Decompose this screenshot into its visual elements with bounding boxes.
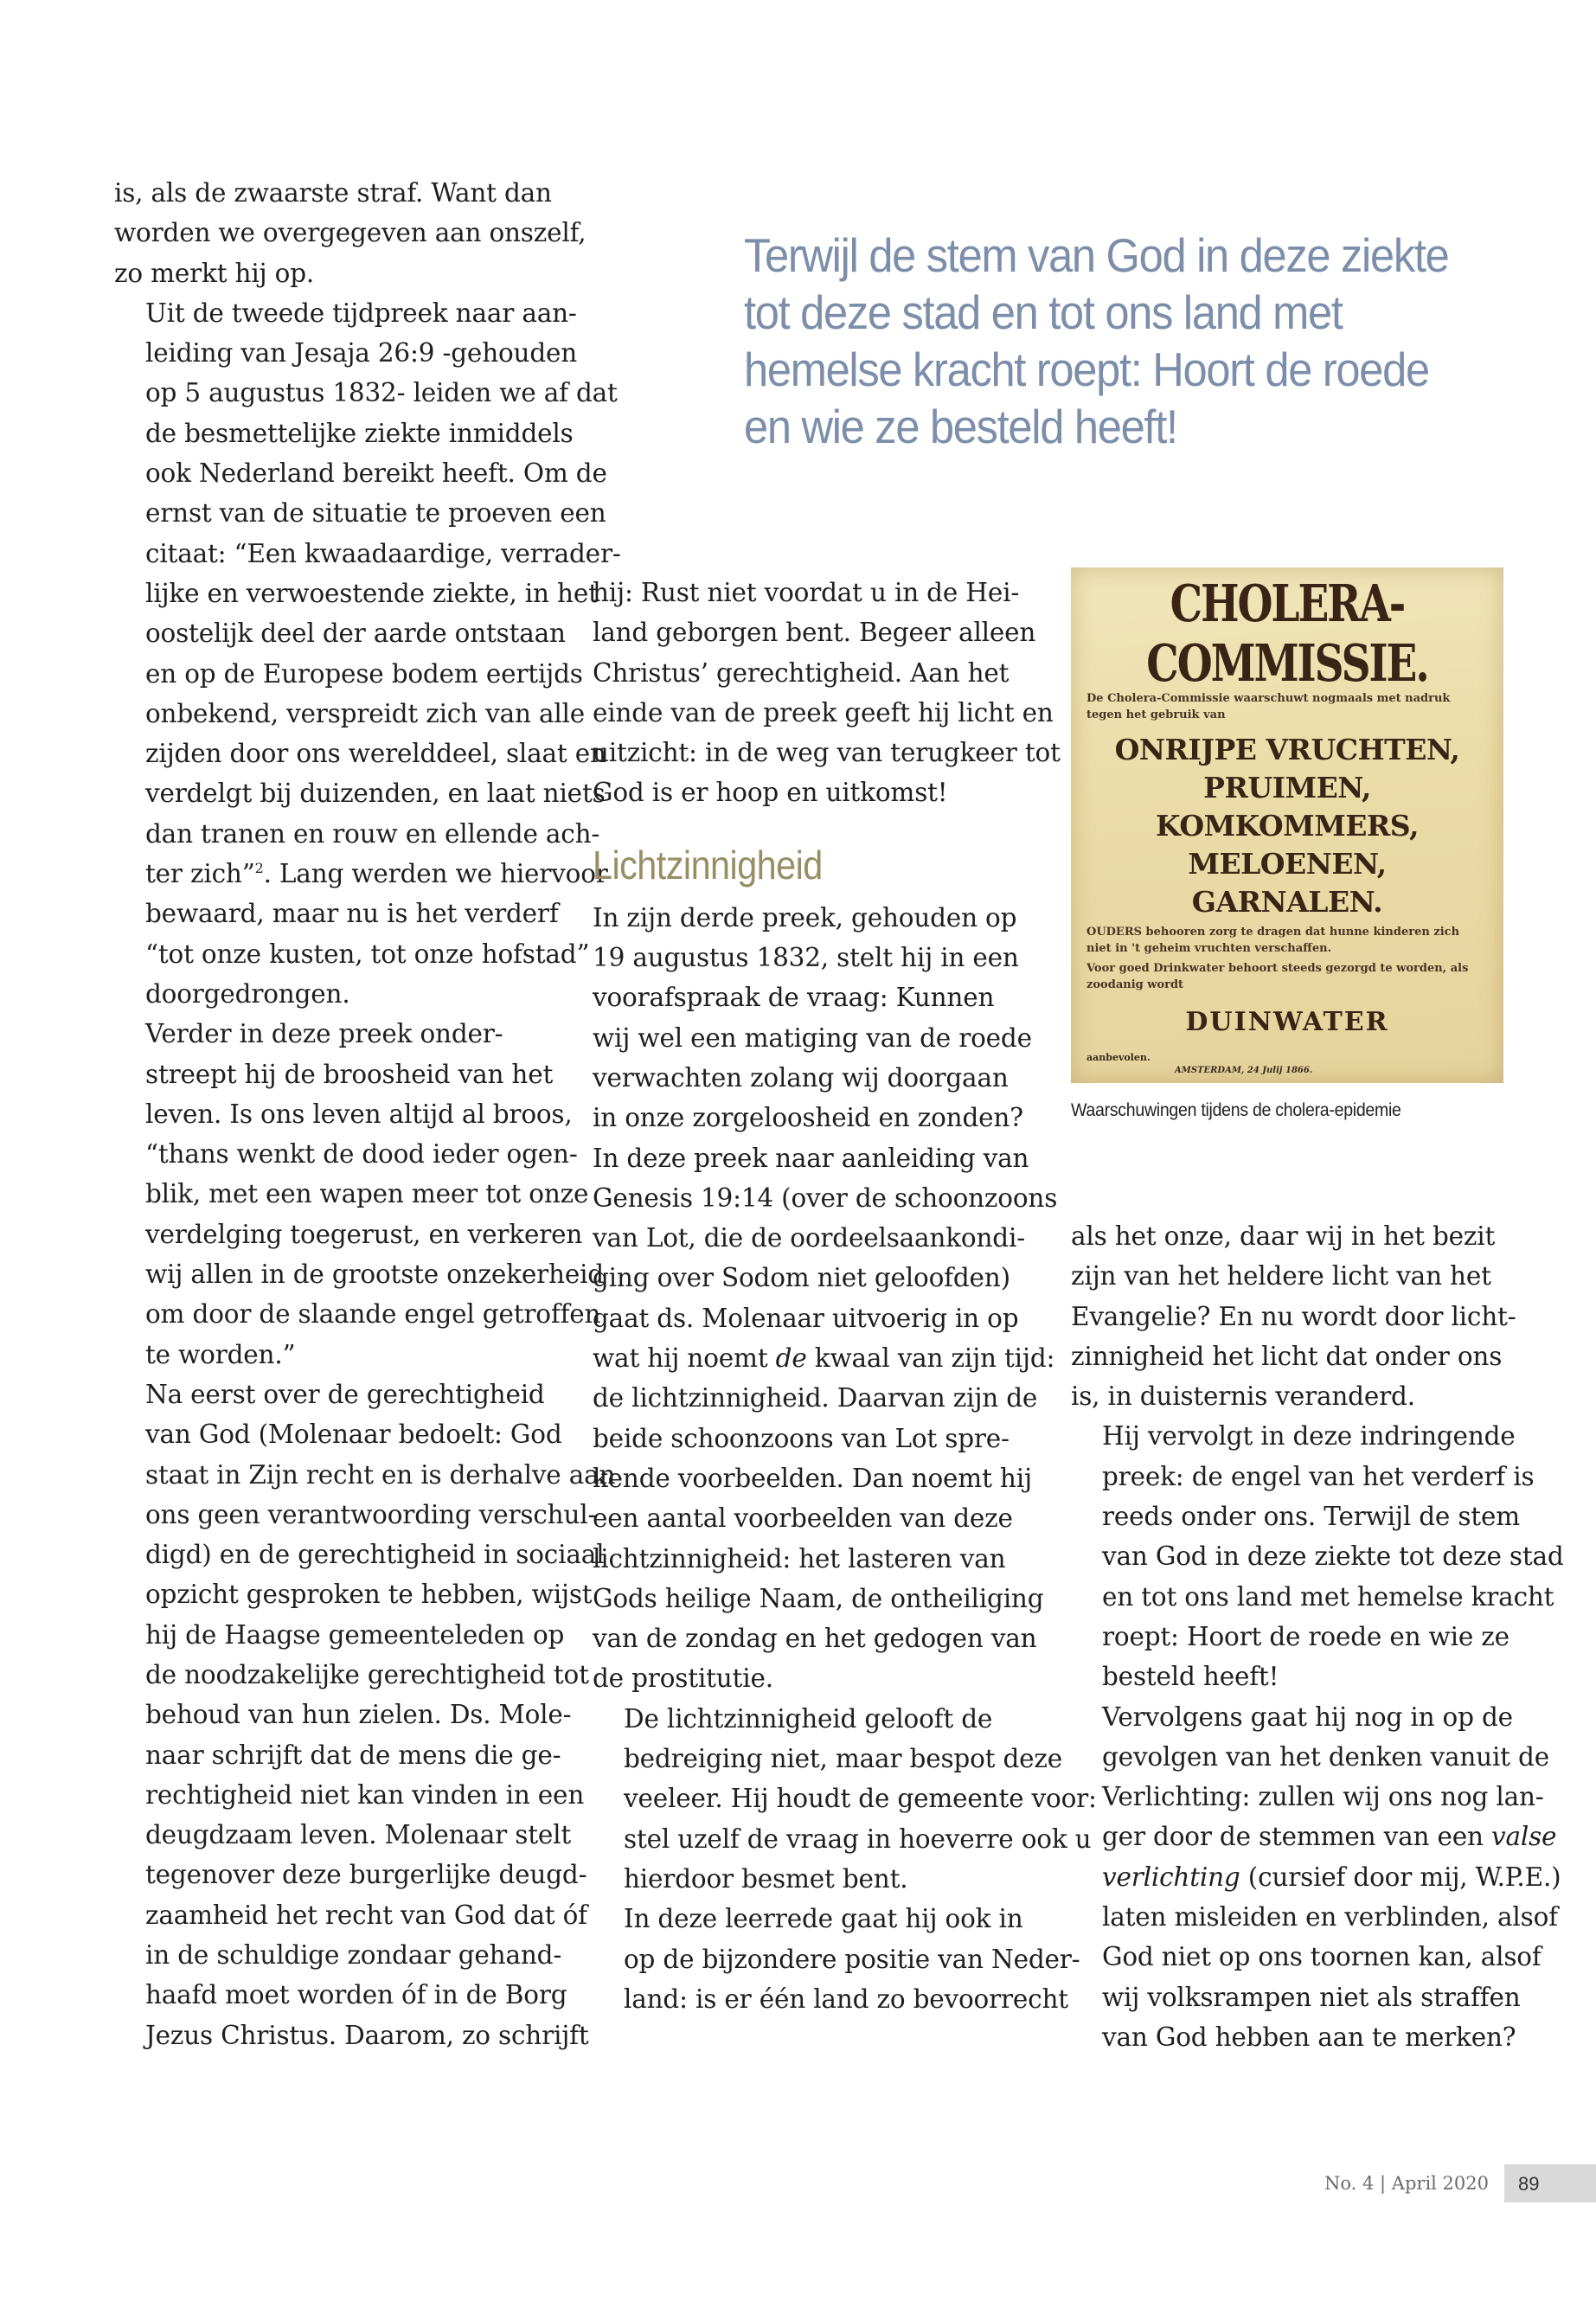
pull-quote-line: en wie ze besteld heeft!: [744, 400, 1177, 453]
poster-drinkwater: Voor goed Drinkwater behoort steeds gezorgd te worden, als zoodanig wordt: [1086, 962, 1469, 991]
emphasis: de: [775, 1343, 807, 1374]
text-line: streept hij de broosheid van het: [145, 1059, 554, 1089]
text-line: zaamheid het recht van God dat óf: [145, 1900, 587, 1930]
text-line: gevolgen van het denken vanuit de: [1102, 1741, 1549, 1772]
text-line: Verlichting: zullen wij ons nog lan-: [1102, 1782, 1544, 1812]
text-fragment: . Lang werden we hiervoor: [263, 859, 608, 889]
text-line: preek: de engel van het verderf is: [1102, 1461, 1535, 1491]
text-line: behoud van hun zielen. Ds. Mole-: [145, 1700, 572, 1730]
poster-ouders: OUDERS behooren zorg te dragen dat hunne kinderen zich niet in 't geheim vruchten verschaffen.: [1086, 926, 1460, 955]
text-line: hij de Haagse gemeenteleden op: [145, 1619, 565, 1650]
emphasis: verlichting: [1102, 1862, 1240, 1892]
text-line: verdelging toegerust, en verkeren: [145, 1219, 583, 1249]
text-line: en op de Europese bodem eertijds: [145, 658, 583, 689]
text-line: oostelijk deel der aarde ontstaan: [145, 619, 566, 649]
text-fragment: ter zich”: [145, 859, 255, 889]
text-line: van God (Molenaar bedoelt: God: [145, 1420, 562, 1450]
poster-item: MELOENEN,: [1188, 847, 1387, 881]
poster-item: ONRIJPE VRUCHTEN,: [1114, 733, 1460, 766]
text-line: Na eerst over de gerechtigheid: [145, 1379, 545, 1409]
text-line: als het onze, daar wij in het bezit: [1071, 1221, 1496, 1251]
text-line: doorgedrongen.: [145, 978, 350, 1009]
text-line: in onze zorgeloosheid en zonden?: [593, 1103, 1023, 1133]
poster-title: CHOLERA-COMMISSIE.: [1146, 574, 1428, 694]
text-line: rechtigheid niet kan vinden in een: [145, 1779, 585, 1810]
cholera-poster-image: [1071, 567, 1503, 1083]
text-line: blik, met een wapen meer tot onze: [145, 1179, 589, 1209]
text-line: In deze leerrede gaat hij ook in: [624, 1904, 1023, 1934]
text-line: Jezus Christus. Daarom, zo schrijft: [145, 2020, 589, 2050]
text-line: kende voorbeelden. Dan noemt hij: [593, 1463, 1032, 1493]
text-line: Gods heilige Naam, de ontheiliging: [593, 1583, 1044, 1613]
text-line: In deze preek naar aanleiding van: [593, 1143, 1029, 1173]
text-line: reeds onder ons. Terwijl de stem: [1102, 1502, 1520, 1532]
text-line: hierdoor besmet bent.: [624, 1863, 908, 1894]
paragraph: [593, 898, 1058, 1699]
text-line: land geborgen bent. Begeer alleen: [593, 618, 1036, 648]
text-line: citaat: “Een kwaadaardige, verrader-: [145, 538, 621, 568]
text-line: zinnigheid het licht dat onder ons: [1071, 1341, 1503, 1371]
text-line: Uit de tweede tijdpreek naar aan-: [145, 298, 577, 328]
text-column-3: [1071, 1216, 1564, 2057]
text-line: zijden door ons werelddeel, slaat en: [145, 739, 606, 769]
text-line: dan tranen en rouw en ellende ach-: [145, 818, 600, 849]
text-line: [593, 1338, 1055, 1378]
text-line: Verder in deze preek onder-: [145, 1019, 503, 1049]
text-line: op de bijzondere positie van Neder-: [624, 1944, 1080, 1974]
text-line: tegenover deze burgerlijke deugd-: [145, 1860, 587, 1890]
text-line: van God in deze ziekte tot deze stad: [1102, 1541, 1564, 1572]
text-line: Christus’ gerechtigheid. Aan het: [593, 657, 1010, 688]
text-line: verwachten zolang wij doorgaan: [593, 1062, 1009, 1093]
text-line: leiding van Jesaja 26:9 -gehouden: [145, 338, 578, 369]
text-line: de lichtzinnigheid. Daarvan zijn de: [593, 1383, 1038, 1413]
text-line: “tot onze kusten, tot onze hofstad”: [145, 939, 590, 969]
text-fragment: ger door de stemmen van een: [1102, 1822, 1491, 1852]
text-line: In zijn derde preek, gehouden op: [593, 902, 1017, 933]
paragraph: [593, 573, 1061, 813]
text-line: deugdzaam leven. Molenaar stelt: [145, 1820, 572, 1850]
text-line: wij wel een matiging van de roede: [593, 1022, 1032, 1053]
paragraph: [1071, 1697, 1561, 2058]
text-line: God is er hoop en uitkomst!: [593, 778, 948, 808]
pull-quote: [744, 227, 1449, 455]
text-line: Vervolgens gaat hij nog in op de: [1102, 1702, 1513, 1732]
text-line: van de zondag en het gedogen van: [593, 1624, 1037, 1654]
text-line: [1071, 1857, 1561, 1897]
text-line: wij allen in de grootste onzekerheid: [145, 1259, 604, 1290]
text-line: land: is er één land zo bevoorrecht: [624, 1984, 1068, 2014]
text-fragment: kwaal van zijn tijd:: [806, 1343, 1055, 1374]
text-line: einde van de preek geeft hij licht en: [593, 697, 1054, 727]
text-line: om door de slaande engel getroffen: [145, 1299, 601, 1330]
text-line: onbekend, verspreidt zich van alle: [145, 698, 586, 728]
text-line: een aantal voorbeelden van deze: [593, 1503, 1013, 1534]
text-fragment: (cursief door mij, W.P.E.): [1240, 1862, 1561, 1892]
paragraph: [1071, 1416, 1564, 1696]
pull-quote-line: hemelse kracht roept: Hoort de roede: [744, 343, 1429, 396]
text-line: gaat ds. Molenaar uitvoerig in op: [593, 1303, 1019, 1333]
text-line: de besmettelijke ziekte inmiddels: [145, 418, 574, 448]
issue-info: No. 4 | April 2020: [1324, 2173, 1489, 2194]
paragraph: [593, 1699, 1097, 1899]
image-caption: Waarschuwingen tijdens de cholera-epidemie: [1071, 1100, 1401, 1120]
text-line: is, in duisternis veranderd.: [1071, 1381, 1415, 1412]
text-line: is, als de zwaarste straf. Want dan: [114, 178, 552, 208]
text-line: Genesis 19:14 (over de schoonzoons: [593, 1183, 1058, 1213]
poster-item: PRUIMEN,: [1203, 771, 1371, 804]
text-line: digd) en de gerechtigheid in sociaal: [145, 1540, 605, 1570]
text-line: “thans wenkt de dood ieder ogen-: [145, 1139, 578, 1170]
text-line: verdelgt bij duizenden, en laat niets: [145, 779, 606, 809]
text-line: De lichtzinnigheid gelooft de: [624, 1703, 993, 1734]
text-line: in de schuldige zondaar gehand-: [145, 1940, 562, 1971]
text-line: ook Nederland bereikt heeft. Om de: [145, 458, 607, 489]
text-column-2: [593, 573, 1097, 2019]
text-line: lichtzinnigheid: het lasteren van: [593, 1543, 1006, 1574]
text-line: 19 augustus 1832, stelt hij in een: [593, 943, 1019, 973]
text-line: besteld heeft!: [1102, 1662, 1279, 1692]
text-line: wij volksrampen niet als straffen: [1102, 1982, 1521, 2012]
text-fragment: wat hij noemt: [593, 1343, 776, 1374]
pull-quote-line: Terwijl de stem van God in deze ziekte: [744, 228, 1449, 282]
poster-item: GARNALEN.: [1191, 885, 1383, 919]
text-line: [114, 854, 608, 894]
text-line: bewaard, maar nu is het verderf: [145, 899, 559, 929]
text-line: op 5 augustus 1832- leiden we af dat: [145, 378, 618, 408]
paragraph: [1071, 1216, 1521, 1416]
text-line: hij: Rust niet voordat u in de Hei-: [593, 578, 1020, 607]
text-line: de prostitutie.: [593, 1663, 773, 1694]
text-line: naar schrijft dat de mens die ge-: [145, 1740, 561, 1770]
text-line: zijn van het heldere licht van het: [1071, 1261, 1491, 1292]
text-line: stel uzelf de vraag in hoeverre ook u: [624, 1823, 1092, 1854]
text-line: opzicht gesproken te hebben, wijst: [145, 1580, 593, 1610]
text-line: uitzicht: in de weg van terugkeer tot: [593, 738, 1061, 768]
text-line: Evangelie? En nu wordt door licht-: [1071, 1301, 1516, 1331]
section-heading: Lichtzinnigheid: [593, 842, 823, 888]
paragraph: [114, 1375, 616, 2055]
text-column-1: [114, 173, 621, 2055]
paragraph: [114, 1014, 604, 1375]
text-line: [1071, 1817, 1557, 1856]
emphasis: valse: [1490, 1822, 1557, 1852]
pull-quote-line: tot deze stad en tot ons land met: [744, 285, 1343, 339]
text-line: leven. Is ons leven altijd al broos,: [145, 1099, 573, 1129]
text-line: staat in Zijn recht en is derhalve aan: [145, 1459, 616, 1490]
text-line: ging over Sodom niet geloofden): [593, 1263, 1010, 1293]
text-line: van God hebben aan te merken?: [1102, 2022, 1516, 2052]
text-line: lijke en verwoestende ziekte, in het: [145, 578, 599, 608]
poster-duinwater: DUINWATER: [1185, 1007, 1389, 1037]
text-line: God niet op ons toornen kan, alsof: [1102, 1942, 1542, 1972]
text-line: worden we overgegeven aan onszelf,: [114, 218, 586, 248]
text-line: bedreiging niet, maar bespot deze: [624, 1744, 1063, 1774]
text-line: zo merkt hij op.: [114, 258, 315, 288]
text-line: voorafspraak de vraag: Kunnen: [593, 983, 995, 1013]
text-line: van Lot, die de oordeelsaankondi-: [593, 1223, 1025, 1253]
text-line: roept: Hoort de roede en wie ze: [1102, 1621, 1509, 1651]
text-line: laten misleiden en verblinden, alsof: [1102, 1902, 1558, 1932]
text-line: beide schoonzoons van Lot spre-: [593, 1423, 1010, 1453]
text-line: de noodzakelijke gerechtigheid tot: [145, 1659, 589, 1689]
text-line: veeleer. Hij houdt de gemeente voor:: [624, 1784, 1097, 1814]
text-line: haafd moet worden óf in de Borg: [145, 1980, 567, 2010]
paragraph: [114, 173, 586, 293]
text-line: en tot ons land met hemelse kracht: [1102, 1581, 1554, 1612]
poster-aanbevolen: aanbevolen.: [1086, 1052, 1151, 1063]
text-line: te worden.”: [145, 1339, 296, 1369]
poster-intro: De Cholera-Commissie waarschuwt nogmaals met nadruk tegen het gebruik van: [1086, 692, 1451, 721]
footnote-marker: 2: [254, 860, 264, 877]
text-line: ernst van de situatie te proeven een: [145, 498, 606, 529]
paragraph: [593, 1899, 1080, 2019]
text-line: ons geen verantwoording verschul-: [145, 1499, 597, 1529]
poster-date: AMSTERDAM, 24 Julij 1866.: [1175, 1066, 1313, 1075]
poster-item: KOMKOMMERS,: [1156, 809, 1419, 843]
text-line: Hij vervolgt in deze indringende: [1102, 1421, 1516, 1452]
page-number: 89: [1504, 2164, 1596, 2202]
paragraph: [114, 293, 621, 1014]
